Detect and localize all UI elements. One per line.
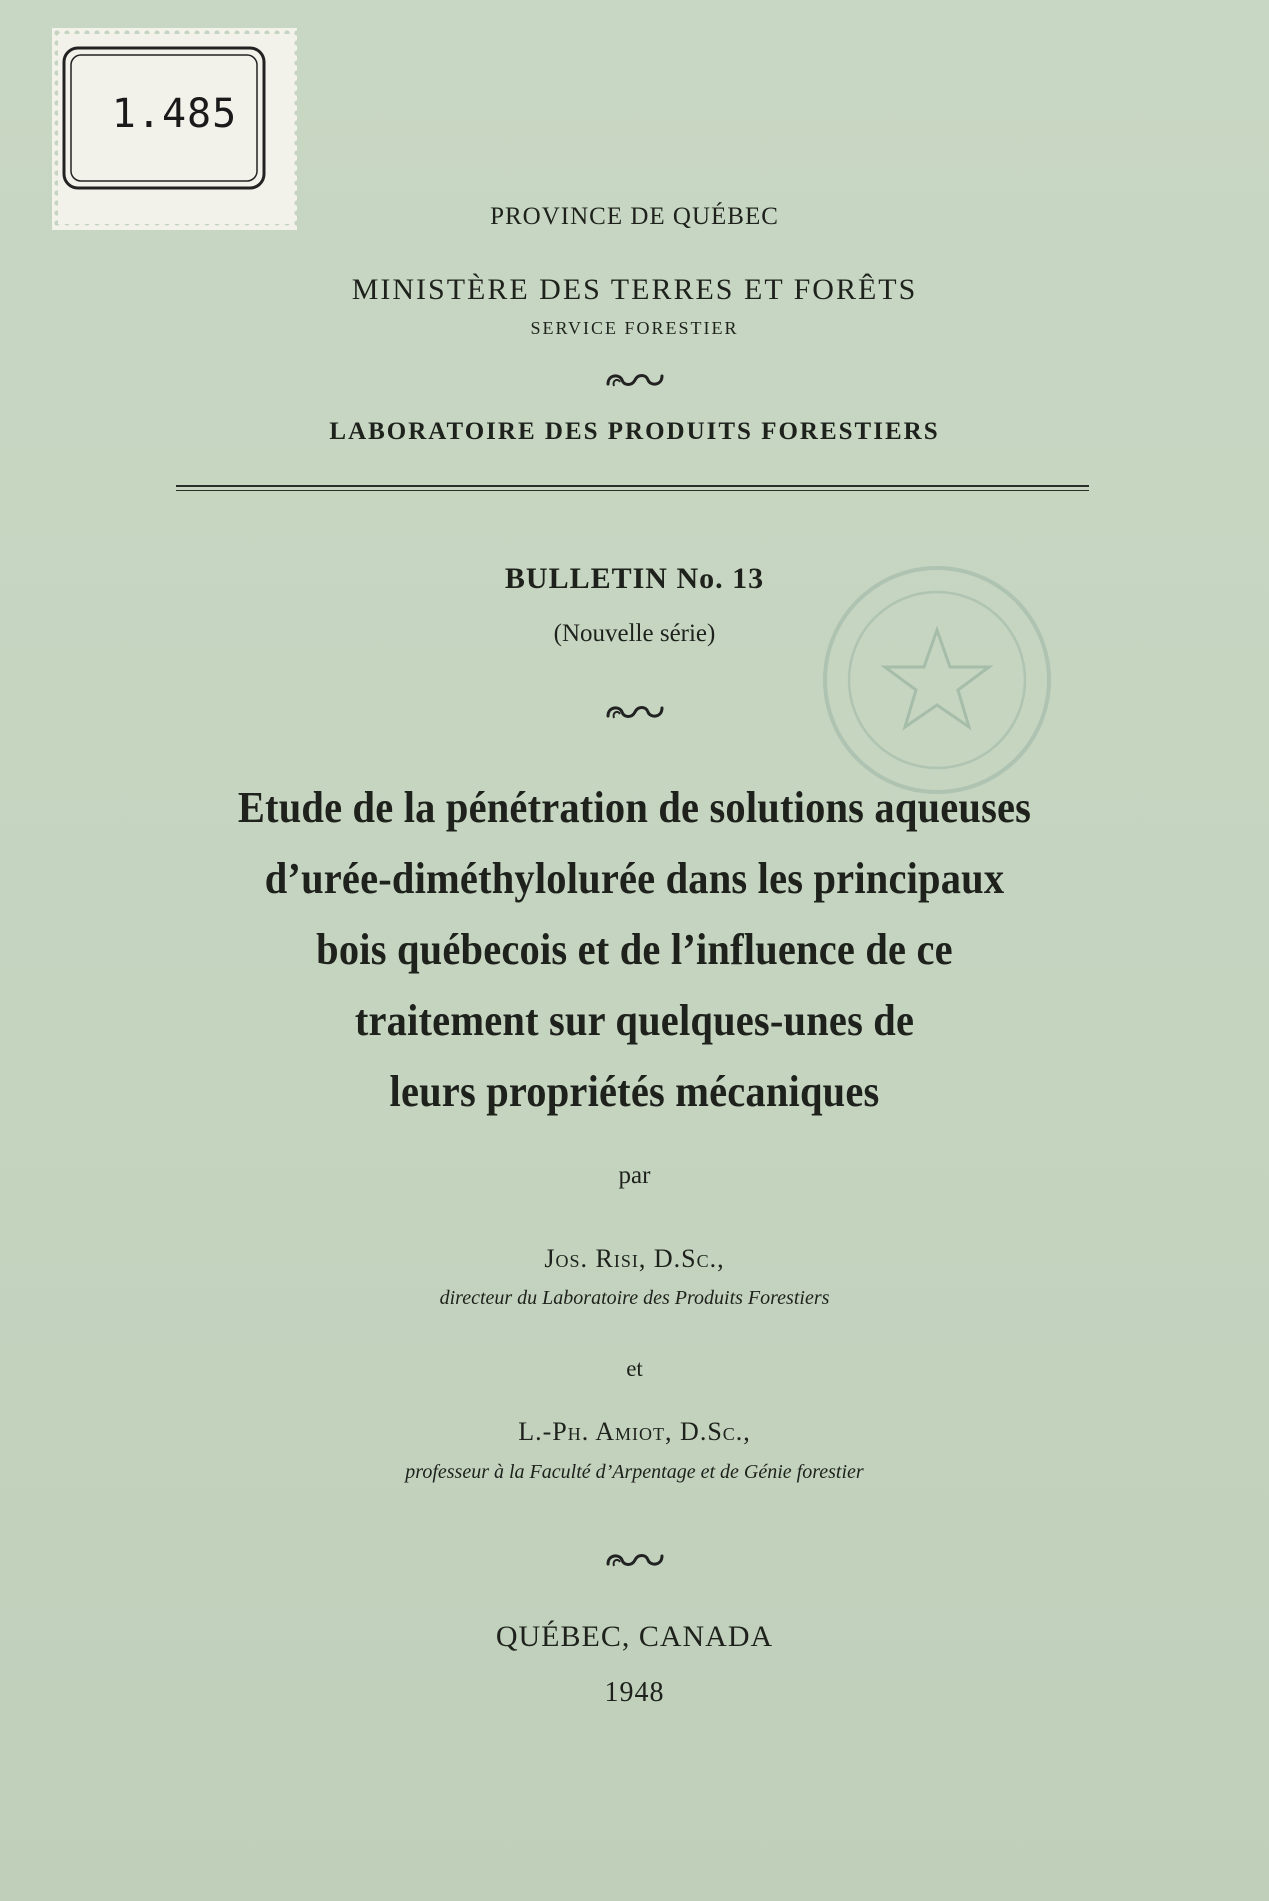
imprint-place: QUÉBEC, CANADA (495, 1620, 774, 1653)
library-call-number: 1.485 (111, 91, 238, 137)
laboratory-heading: LABORATOIRE DES PRODUITS FORESTIERS (329, 418, 940, 445)
bulletin-series: (Nouvelle série) (553, 620, 716, 647)
ministry-heading: MINISTÈRE DES TERRES ET FORÊTS (351, 273, 918, 306)
service-heading: SERVICE FORESTIER (530, 318, 739, 338)
by-label: par (618, 1162, 651, 1189)
imprint-year: 1948 (604, 1677, 665, 1708)
ornament-icon (604, 368, 666, 392)
title-line: bois québecois et de l’influence de ce (316, 925, 953, 974)
province-heading: PROVINCE DE QUÉBEC (490, 203, 779, 230)
title-line: d’urée-diméthylolurée dans les principaux (264, 854, 1005, 903)
title-line: leurs propriétés mécaniques (389, 1067, 880, 1116)
author-name-2: L.-Ph. Amiot, D.Sc., (518, 1417, 751, 1446)
and-label: et (626, 1356, 643, 1381)
ornament-icon (604, 1548, 666, 1572)
double-rule-divider (176, 485, 1089, 491)
bulletin-number: BULLETIN No. 13 (504, 562, 765, 595)
ornament-icon (604, 700, 666, 724)
title-line: Etude de la pénétration de solutions aqueuses (237, 783, 1032, 832)
author-name-1: Jos. Risi, D.Sc., (544, 1244, 725, 1273)
document-title (51, 772, 1218, 1127)
library-label-icon (52, 28, 297, 230)
title-line: traitement sur quelques-unes de (354, 996, 915, 1045)
author-affiliation-1: directeur du Laboratoire des Produits Forestiers (439, 1287, 830, 1309)
author-affiliation-2: professeur à la Faculté d’Arpentage et de Génie forestier (405, 1461, 864, 1483)
